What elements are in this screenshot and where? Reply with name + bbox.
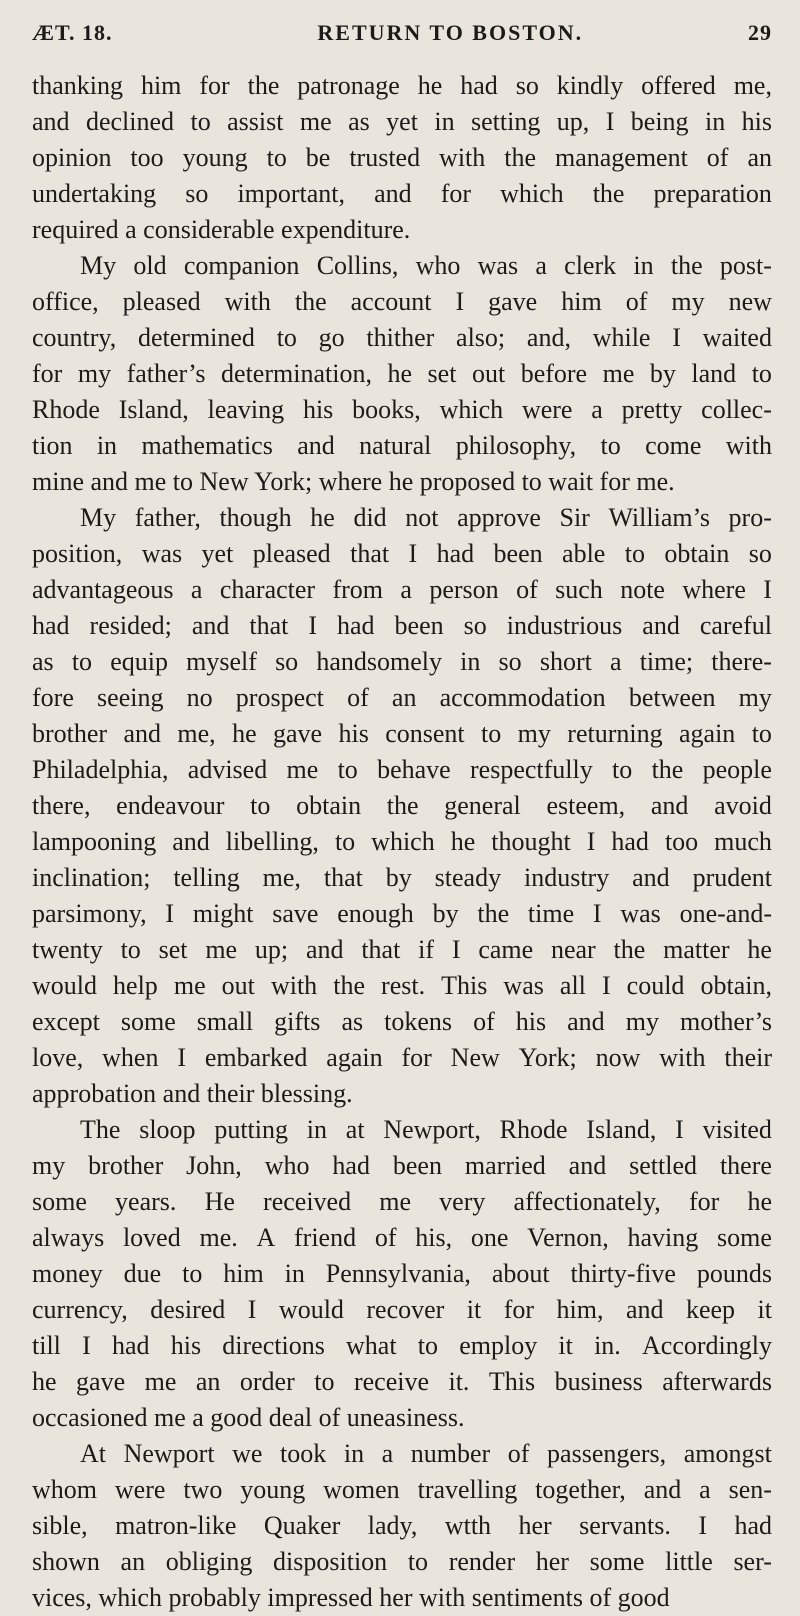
text-line: thanking him for the patronage he had so kindly offered me, [32, 71, 772, 100]
text-line: except some small gifts as tokens of his and my mother’s [32, 1007, 772, 1036]
chapter-title: RETURN TO BOSTON. [317, 20, 584, 45]
paragraph [32, 248, 772, 500]
text-line: At Newport we took in a number of passengers, amongst [80, 1439, 772, 1468]
text-line: he gave me an order to receive it. This business afterwards [32, 1367, 772, 1396]
text-line: twenty to set me up; and that if I came near the matter he [32, 935, 772, 964]
text-line: vices, which probably impressed her with sentiments of good [32, 1583, 670, 1612]
text-line: money due to him in Pennsylvania, about thirty-five pounds [32, 1259, 772, 1288]
running-header [32, 18, 772, 48]
text-line: position, was yet pleased that I had been able to obtain so [32, 539, 772, 568]
age-heading: ÆT. 18. [32, 20, 113, 45]
text-line: occasioned me a good deal of uneasiness. [32, 1403, 465, 1432]
paragraph [32, 500, 772, 1112]
paragraph [32, 1112, 772, 1436]
text-line: always loved me. A friend of his, one Vernon, having some [32, 1223, 772, 1252]
text-line: Rhode Island, leaving his books, which were a pretty collec- [32, 395, 772, 424]
text-line: country, determined to go thither also; and, while I waited [32, 323, 772, 352]
text-line: mine and me to New York; where he proposed to wait for me. [32, 467, 675, 496]
text-line: till I had his directions what to employ it in. Accordingly [32, 1331, 772, 1360]
text-line: my brother John, who had been married and settled there [32, 1151, 772, 1180]
text-line: for my father’s determination, he set out before me by land to [32, 359, 772, 388]
text-line: Philadelphia, advised me to behave respectfully to the people [32, 755, 772, 784]
text-line: fore seeing no prospect of an accommodation between my [32, 683, 772, 712]
text-line: whom were two young women travelling together, and a sen- [32, 1475, 772, 1504]
text-line: The sloop putting in at Newport, Rhode Island, I visited [80, 1115, 772, 1144]
paragraph [32, 1436, 772, 1616]
text-line: as to equip myself so handsomely in so short a time; there- [32, 647, 772, 676]
text-line: office, pleased with the account I gave him of my new [32, 287, 772, 316]
text-line: required a considerable expenditure. [32, 215, 411, 244]
text-line: would help me out with the rest. This was all I could obtain, [32, 971, 772, 1000]
text-line: My father, though he did not approve Sir William’s pro- [80, 503, 772, 532]
body-text [32, 68, 772, 1616]
text-line: parsimony, I might save enough by the time I was one-and- [32, 899, 772, 928]
text-line: love, when I embarked again for New York; now with their [32, 1043, 772, 1072]
text-line: there, endeavour to obtain the general esteem, and avoid [32, 791, 772, 820]
text-line: My old companion Collins, who was a clerk in the post- [80, 251, 772, 280]
text-line: opinion too young to be trusted with the management of an [32, 143, 772, 172]
text-line: had resided; and that I had been so industrious and careful [32, 611, 772, 640]
text-line: brother and me, he gave his consent to my returning again to [32, 719, 772, 748]
text-line: some years. He received me very affectionately, for he [32, 1187, 772, 1216]
text-line: sible, matron-like Quaker lady, wtth her servants. I had [32, 1511, 772, 1540]
text-line: and declined to assist me as yet in setting up, I being in his [32, 107, 772, 136]
page-number: 29 [747, 20, 772, 45]
text-line: advantageous a character from a person of such note where I [32, 575, 772, 604]
text-line: currency, desired I would recover it for him, and keep it [32, 1295, 772, 1324]
text-line: tion in mathematics and natural philosophy, to come with [32, 431, 772, 460]
text-line: shown an obliging disposition to render her some little ser- [32, 1547, 772, 1576]
text-line: approbation and their blessing. [32, 1079, 353, 1108]
text-line: lampooning and libelling, to which he thought I had too much [32, 827, 772, 856]
text-line: inclination; telling me, that by steady industry and prudent [32, 863, 772, 892]
text-line: undertaking so important, and for which the preparation [32, 179, 772, 208]
paragraph [32, 68, 772, 248]
